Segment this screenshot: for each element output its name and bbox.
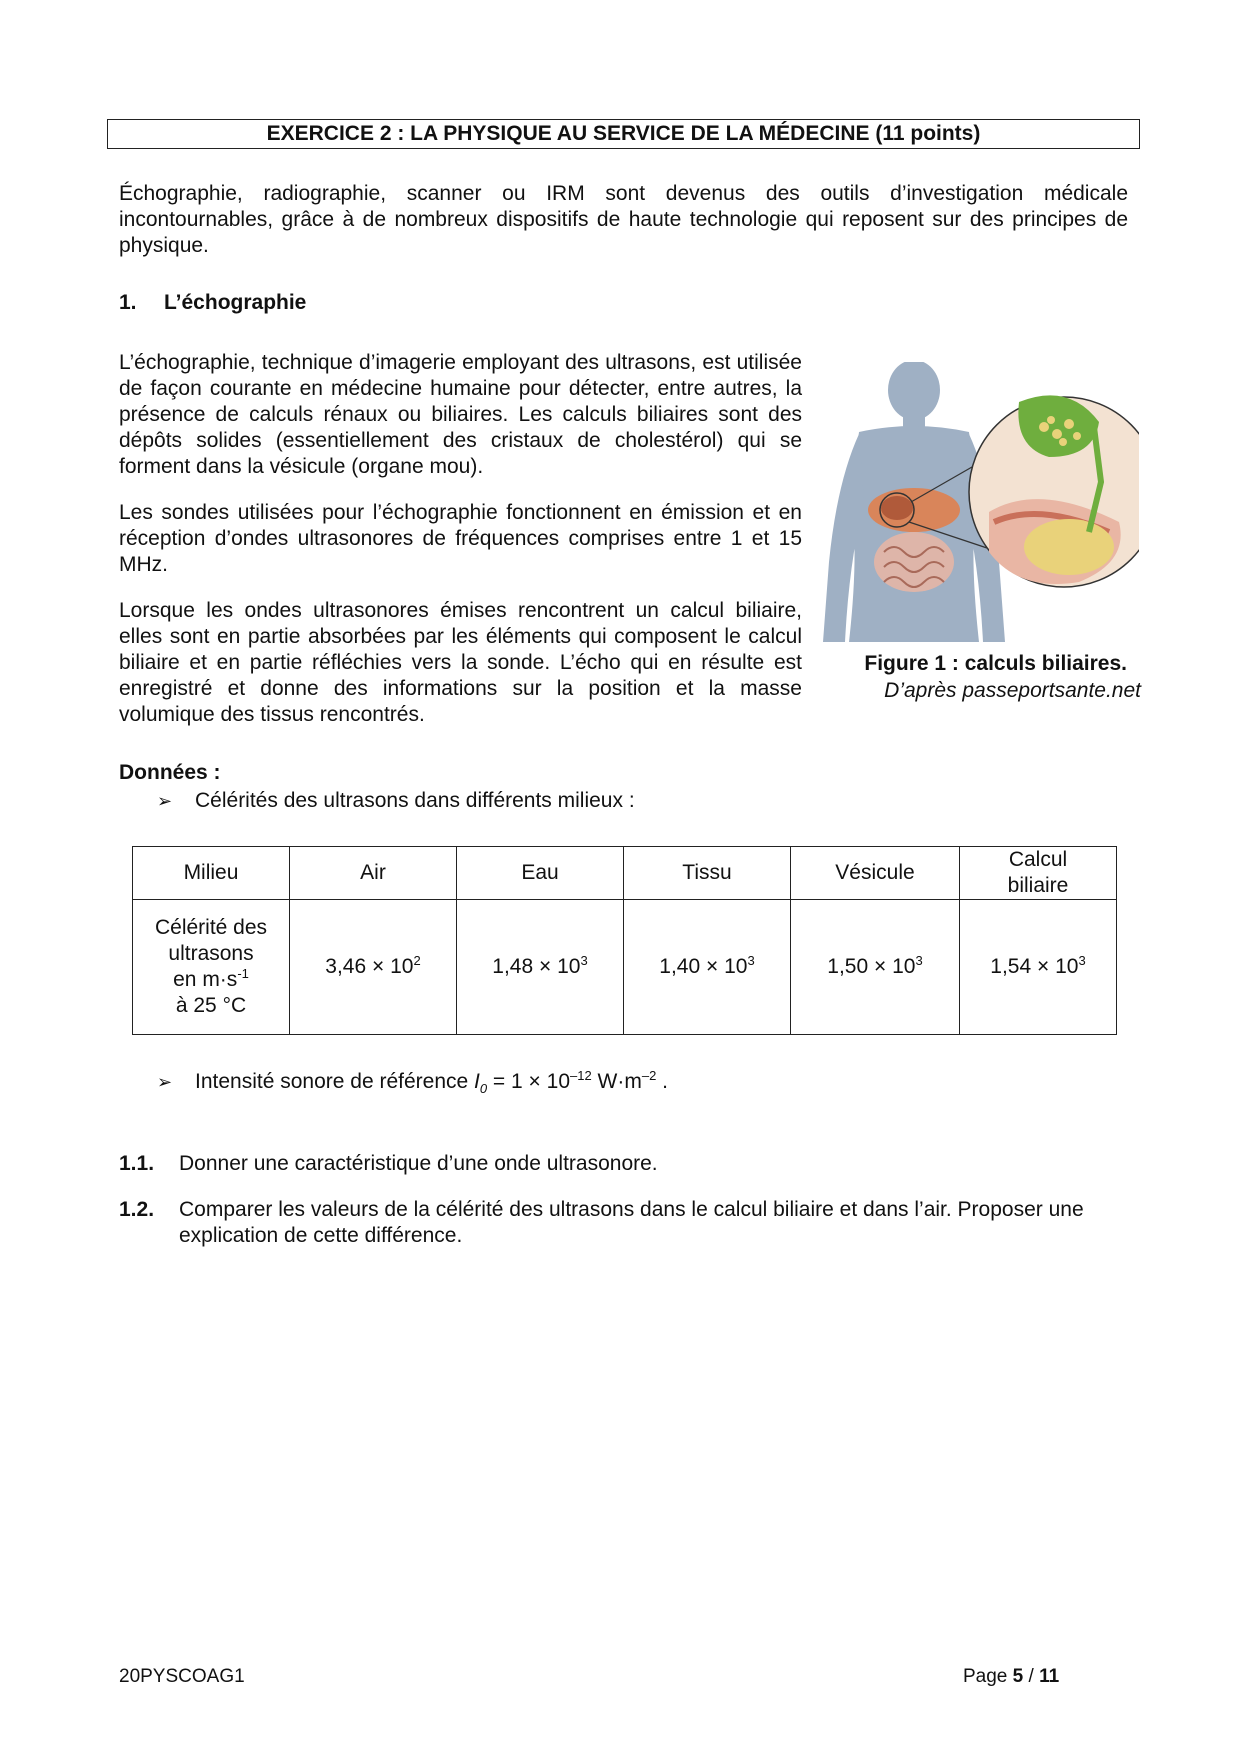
data-heading: Données : — [119, 761, 221, 784]
page-separator: / — [1023, 1666, 1040, 1687]
value-mantissa: 1,48 × 10 — [492, 955, 581, 978]
value-mantissa: 3,46 × 10 — [325, 955, 414, 978]
value-exponent: 3 — [747, 953, 755, 968]
paragraph-3: Lorsque les ondes ultrasonores émises rencontrent un calcul biliaire, elles sont en partie absorbées par les éléments qui composent le calcul biliaire et en partie réfléchies vers la sonde. L’écho qui en résulte est enregistré et donne des informations sur la position et la masse volumique des tissus rencontrés. — [119, 599, 802, 726]
section-title: L’échographie — [164, 291, 307, 314]
table-header-row — [133, 847, 1117, 900]
arrow-bullet-icon: ➢ — [157, 1072, 173, 1092]
ref-subscript: 0 — [479, 1081, 488, 1097]
header-cell-water: Eau — [457, 847, 624, 900]
value-cell-air — [290, 900, 457, 1035]
value-cell-tissue — [624, 900, 791, 1035]
speed-table — [132, 846, 1117, 1035]
ref-equation: = 1 × 10 — [487, 1070, 570, 1093]
value-cell-water — [457, 900, 624, 1035]
intro-paragraph: Échographie, radiographie, scanner ou IRM sont devenus des outils d’investigation médicale incontournables, grâce à de nombreux dispositifs de haute technologie qui reposent sur des principes de physique. — [119, 182, 1128, 257]
section-heading — [119, 290, 306, 316]
row-label-line2: ultrasons — [168, 942, 254, 965]
figure-caption-source: D’après passeportsante.net — [884, 679, 1141, 702]
value-cell-gallstone — [960, 900, 1117, 1035]
value-exponent: 3 — [1078, 953, 1086, 968]
value-mantissa: 1,50 × 10 — [827, 955, 916, 978]
echography-text — [119, 350, 802, 748]
header-gallstone-line2: biliaire — [1007, 874, 1069, 897]
question-text: Donner une caractéristique d’une onde ultrasonore. — [179, 1152, 658, 1175]
page-total: 11 — [1039, 1666, 1060, 1687]
footer-page-number — [963, 1666, 1059, 1688]
row-label-line3: en m·s — [173, 968, 238, 991]
figure-gallstones-illustration — [819, 362, 1139, 642]
ref-prefix: Intensité sonore de référence — [195, 1070, 475, 1093]
table-row — [133, 900, 1117, 1035]
paragraph-1: L’échographie, technique d’imagerie employant des ultrasons, est utilisée de façon courante en médecine humaine pour détecter, entre autres, la présence de calculs rénaux ou biliaires. Les calculs biliaires sont des dépôts solides (essentiellement des cristaux de cholestérol) qui se forment dans la vésicule (organe mou). — [119, 351, 802, 478]
header-cell-gallbladder: Vésicule — [791, 847, 960, 900]
header-cell-air: Air — [290, 847, 457, 900]
bullet-speeds-text: Célérités des ultrasons dans différents milieux : — [195, 789, 635, 812]
row-label-line4: à 25 °C — [175, 994, 247, 1017]
value-mantissa: 1,40 × 10 — [659, 955, 748, 978]
header-cell-gallstone — [960, 847, 1117, 900]
question-text: Comparer les valeurs de la célérité des ultrasons dans le calcul biliaire et dans l’air. Proposer une explication de cette différence. — [179, 1198, 1084, 1247]
value-exponent: 3 — [580, 953, 588, 968]
value-exponent: 2 — [413, 953, 421, 968]
row-label-exp: -1 — [237, 966, 249, 981]
ref-exp1: –12 — [570, 1068, 592, 1083]
row-label-line1: Célérité des — [154, 916, 268, 939]
question-number: 1.2. — [119, 1198, 155, 1221]
ref-end: . — [656, 1070, 668, 1093]
ref-unit: W·m — [591, 1070, 642, 1093]
value-exponent: 3 — [915, 953, 923, 968]
question-number: 1.1. — [119, 1152, 155, 1175]
page-current: 5 — [1012, 1666, 1024, 1687]
reference-intensity-text — [195, 1069, 668, 1102]
ref-exp2: –2 — [641, 1068, 657, 1083]
exercise-title: EXERCICE 2 : LA PHYSIQUE AU SERVICE DE LA MÉDECINE (11 points) — [107, 119, 1140, 149]
question-1-1 — [119, 1151, 1129, 1177]
row-label-cell — [133, 900, 290, 1035]
header-cell-tissue: Tissu — [624, 847, 791, 900]
page-label: Page — [963, 1666, 1013, 1687]
figure-caption — [819, 650, 1141, 704]
figure-caption-title: Figure 1 : calculs biliaires. — [864, 652, 1127, 675]
ref-symbol: I — [474, 1070, 480, 1093]
footer-exam-code: 20PYSCOAG1 — [119, 1666, 245, 1687]
bullet-reference-intensity — [157, 1069, 668, 1102]
header-gallstone-line1: Calcul — [1008, 848, 1068, 871]
value-mantissa: 1,54 × 10 — [990, 955, 1079, 978]
arrow-bullet-icon: ➢ — [157, 791, 173, 811]
bullet-speeds — [157, 788, 635, 814]
question-1-2 — [119, 1197, 1129, 1249]
header-cell-medium: Milieu — [133, 847, 290, 900]
section-number: 1. — [119, 291, 137, 314]
paragraph-2: Les sondes utilisées pour l’échographie fonctionnent en émission et en réception d’ondes ultrasonores de fréquences comprises entre 1 et 15 MHz. — [119, 501, 802, 576]
value-cell-gallbladder — [791, 900, 960, 1035]
